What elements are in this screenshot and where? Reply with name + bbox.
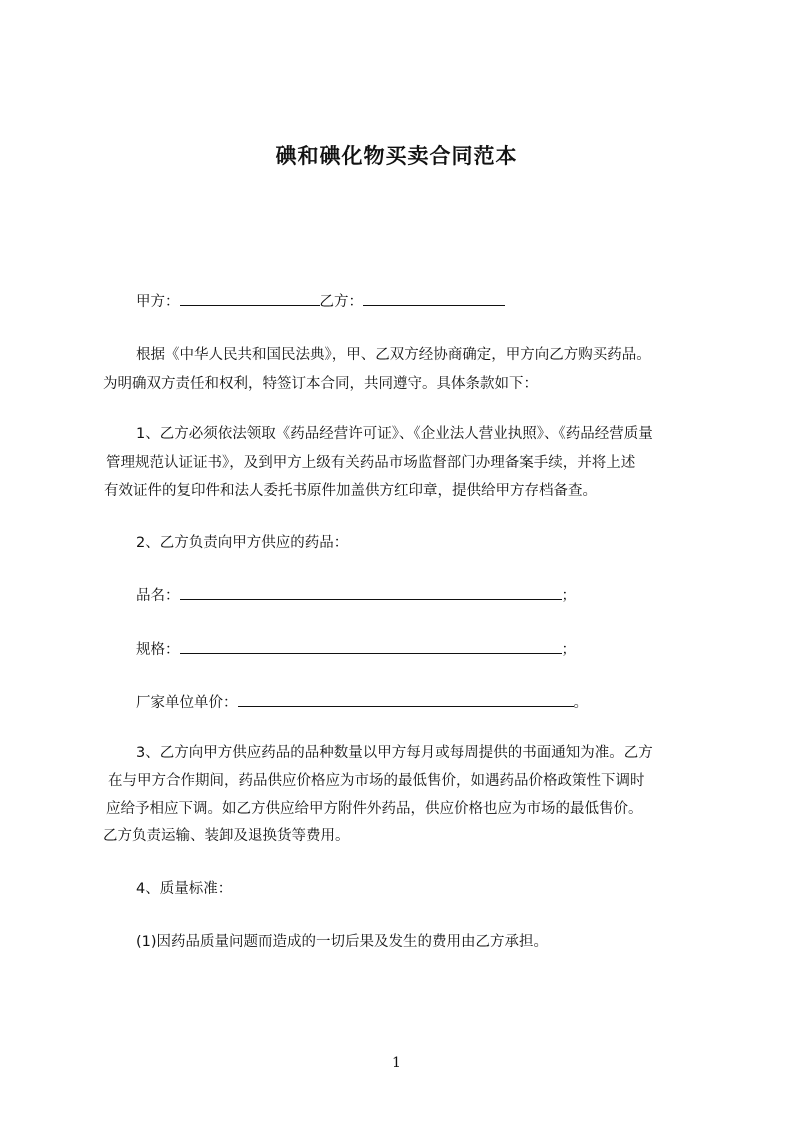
party-b-blank xyxy=(363,291,505,306)
spec-line xyxy=(136,639,576,660)
product-name-blank xyxy=(180,585,562,600)
clause2-heading: 2、乙方负责向甲方供应的药品： xyxy=(136,535,349,551)
spec-end: ； xyxy=(561,642,576,658)
clause3-line-3: 应给予相应下调。如乙方供应给甲方附件外药品，供应价格也应为市场的最低售价。 xyxy=(106,801,643,817)
parties-line xyxy=(136,291,505,312)
party-a-label: 甲方： xyxy=(136,294,180,310)
unit-price-end: 。 xyxy=(573,695,588,711)
unit-price-line xyxy=(136,692,588,713)
clause4-heading: 4、质量标准： xyxy=(136,881,233,897)
party-a-blank xyxy=(180,291,320,306)
clause1-line-1: 1、乙方必须依法领取《药品经营许可证》、《企业法人营业执照》、《药品经营质量 xyxy=(136,426,653,442)
party-b-label: 乙方： xyxy=(319,294,363,310)
product-name-line xyxy=(136,585,576,606)
unit-price-label: 厂家单位单价： xyxy=(136,695,238,711)
product-name-label: 品名： xyxy=(136,588,180,604)
clause1-line-2: 管理规范认证证书》，及到甲方上级有关药品市场监督部门办理备案手续，并将上述 xyxy=(106,455,636,471)
clause4-item-1: (1)因药品质量问题而造成的一切后果及发生的费用由乙方承担。 xyxy=(136,934,549,950)
unit-price-blank xyxy=(238,692,574,707)
spec-label: 规格： xyxy=(136,642,180,658)
clause3-line-4: 乙方负责运输、装卸及退换货等费用。 xyxy=(103,828,350,844)
document-title: 碘和碘化物买卖合同范本 xyxy=(275,144,518,168)
intro-line-2: 为明确双方责任和权利，特签订本合同，共同遵守。具体条款如下： xyxy=(103,376,538,392)
clause1-line-3: 有效证件的复印件和法人委托书原件加盖供方红印章，提供给甲方存档备查。 xyxy=(104,483,597,499)
page-number: 1 xyxy=(392,1055,401,1071)
clause3-line-1: 3、乙方向甲方供应药品的品种数量以甲方每月或每周提供的书面通知为准。乙方 xyxy=(136,745,653,761)
clause3-line-2: 在与甲方合作期间，药品供应价格应为市场的最低售价，如遇药品价格政策性下调时 xyxy=(108,773,645,789)
intro-line-1: 根据《中华人民共和国民法典》，甲、乙双方经协商确定，甲方向乙方购买药品。 xyxy=(136,347,651,363)
spec-blank xyxy=(180,639,562,654)
product-name-end: ； xyxy=(561,588,576,604)
